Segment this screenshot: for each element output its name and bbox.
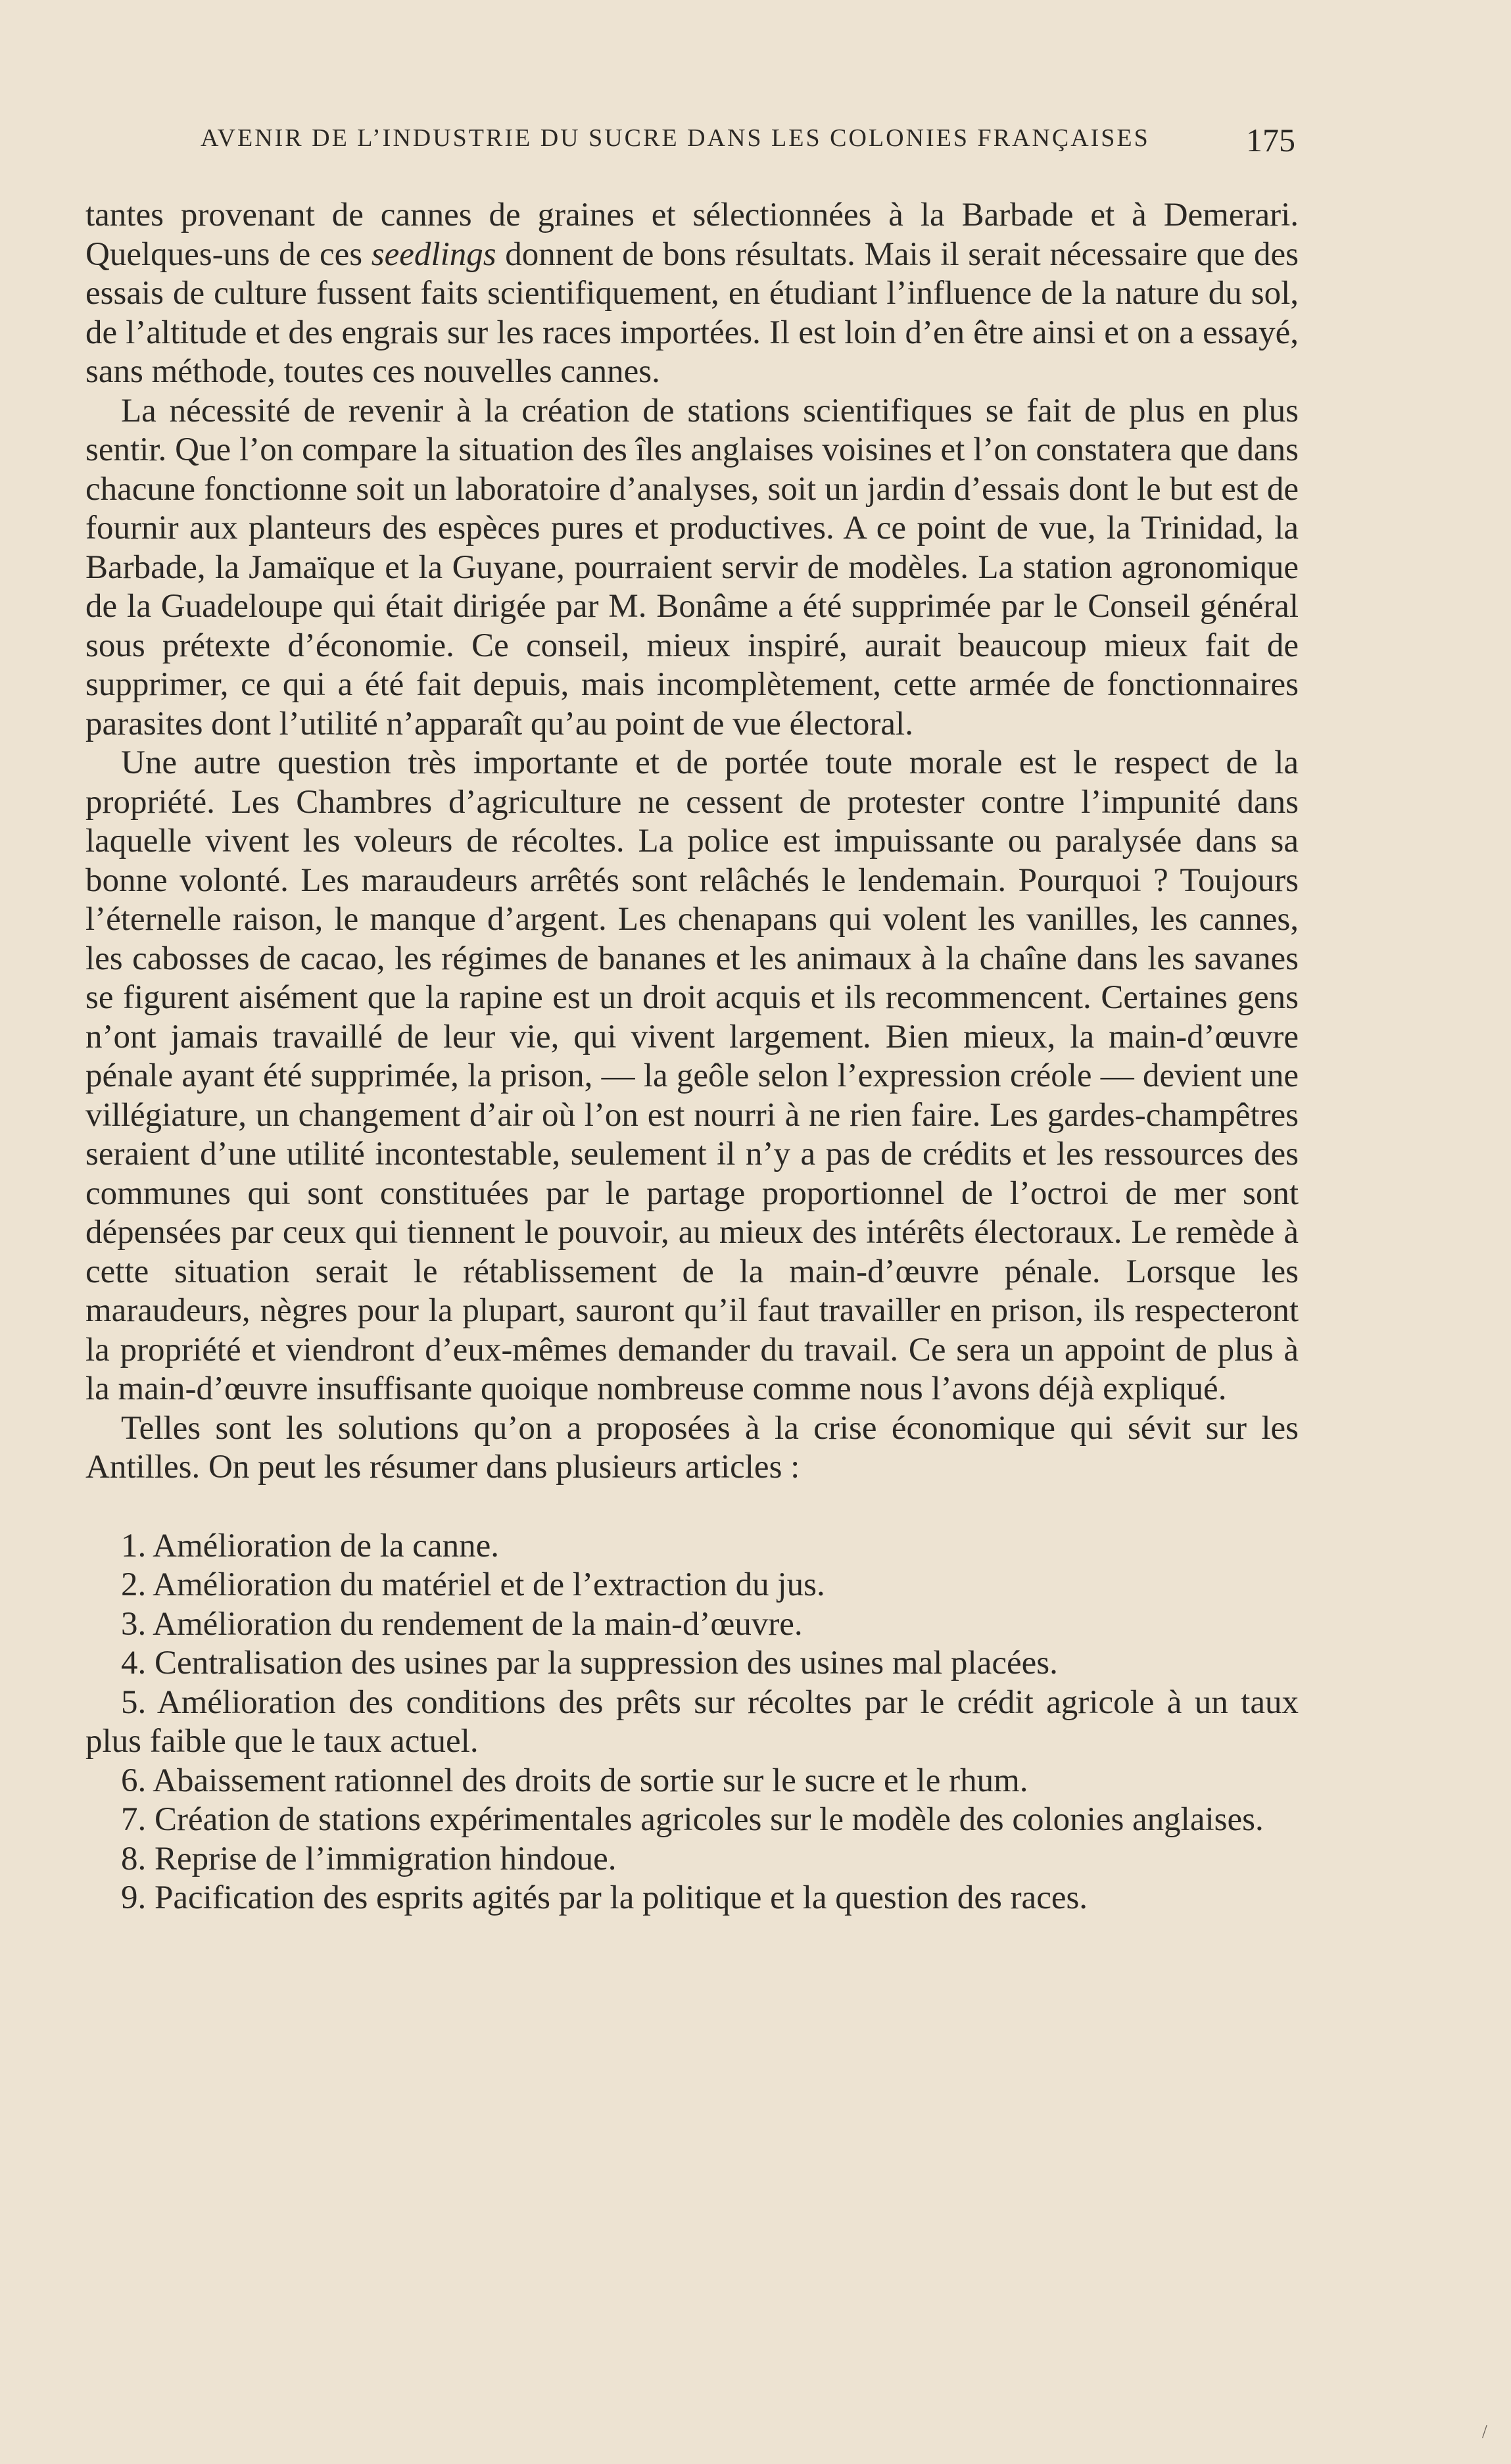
list-item: 4. Centralisation des usines par la suppression des usines mal placées.: [121, 1645, 1058, 1681]
paragraph-1-italic-term: seedlings: [371, 235, 496, 273]
list-item: 5. Amélioration des conditions des prêts sur récoltes par le crédit agricole à un taux plus faible que le taux actuel.: [85, 1683, 1299, 1760]
paragraph-1-part-a: tantes provenant de cannes de graines et sélectionnées à la Barbade et à Demerari. Quelques-uns de ces: [85, 197, 1299, 273]
list-item: 8. Reprise de l’immigration hindoue.: [121, 1840, 617, 1877]
paragraph-3: Une autre question très importante et de portée toute morale est le respect de la propriété. Les Chambres d’agriculture ne cessent de protester contre l’impunité dans laquelle vivent les voleurs de récoltes. La police est impuissante ou paralysée dans sa bonne volonté. Les maraudeurs arrêtés sont relâchés le lendemain. Pourquoi ? Toujours l’éternelle raison, le manque d’argent. Les chenapans qui volent les vanilles, les cannes, les cabosses de cacao, les régimes de bananes et les animaux à la chaîne dans les savanes se figurent aisément que la rapine est un droit acquis et ils recommencent. Certaines gens n’ont jamais travaillé de leur vie, qui vivent largement. Bien mieux, la main-d’œuvre pénale ayant été supprimée, la prison, — la geôle selon l’expression créole — devient une villégiature, un changement d’air où l’on est nourri à ne rien faire. Les gardes-champêtres seraient d’une utilité incontestable, seulement il n’y a pas de crédits et les ressources des communes qui sont constituées par le partage proportionnel de l’octroi de mer sont dépensées par ceux qui tiennent le pouvoir, au mieux des intérêts électoraux. Le remède à cette situation serait le rétablissement de la main-d’œuvre pénale. Lorsque les maraudeurs, nègres pour la plupart, sauront qu’il faut travailler en prison, ils respecteront la propriété et viendront d’eux-mêmes demander du travail. Ce sera un appoint de plus à la main-d’œuvre insuffisante quoique nombreuse comme nous l’avons déjà expliqué.: [85, 744, 1299, 1407]
list-item: 1. Amélioration de la canne.: [121, 1527, 499, 1564]
list-item: 9. Pacification des esprits agités par la politique et la question des races.: [121, 1879, 1088, 1916]
summary-list: [85, 1527, 1299, 1918]
paragraph-2: La nécessité de revenir à la création de stations scientifiques se fait de plus en plus sentir. Que l’on compare la situation des îles anglaises voisines et l’on constatera que dans chacune fonctionne soit un laboratoire d’analyses, soit un jardin d’essais dont le but est de fournir aux planteurs des espèces pures et productives. A ce point de vue, la Trinidad, la Barbade, la Jamaïque et la Guyane, pourraient servir de modèles. La station agronomique de la Guadeloupe qui était dirigée par M. Bonâme a été supprimée par le Conseil général sous prétexte d’économie. Ce conseil, mieux inspiré, aurait beaucoup mieux fait de supprimer, ce qui a été fait depuis, mais incomplètement, cette armée de fonctionnaires parasites dont l’utilité n’apparaît qu’au point de vue électoral.: [85, 392, 1299, 742]
page-number: 175: [1246, 122, 1295, 158]
paragraph-4: Telles sont les solutions qu’on a proposées à la crise économique qui sévit sur les Antilles. On peut les résumer dans plusieurs articles :: [85, 1409, 1299, 1486]
paragraph-1: [85, 196, 1299, 392]
stray-mark: /: [1482, 2422, 1487, 2442]
paragraph-1-part-b: donnent de bons résultats. Mais il serait nécessaire que des essais de culture fussent faits scientifiquement, en étudiant l’influence de la nature du sol, de l’altitude et des engrais sur les races importées. Il est loin d’en être ainsi et on a essayé, sans méthode, toutes ces nouvelles cannes.: [85, 235, 1299, 390]
list-item: 7. Création de stations expérimentales agricoles sur le modèle des colonies anglaises.: [121, 1801, 1264, 1838]
body-text: [85, 196, 1299, 1918]
list-item: 6. Abaissement rationnel des droits de sortie sur le sucre et le rhum.: [121, 1762, 1028, 1799]
running-title: AVENIR DE L’INDUSTRIE DU SUCRE DANS LES COLONIES FRANÇAISES: [201, 124, 1150, 152]
page-header: [85, 124, 1295, 163]
list-item: 2. Amélioration du matériel et de l’extraction du jus.: [121, 1566, 825, 1603]
list-item: 3. Amélioration du rendement de la main-d’œuvre.: [121, 1605, 803, 1643]
